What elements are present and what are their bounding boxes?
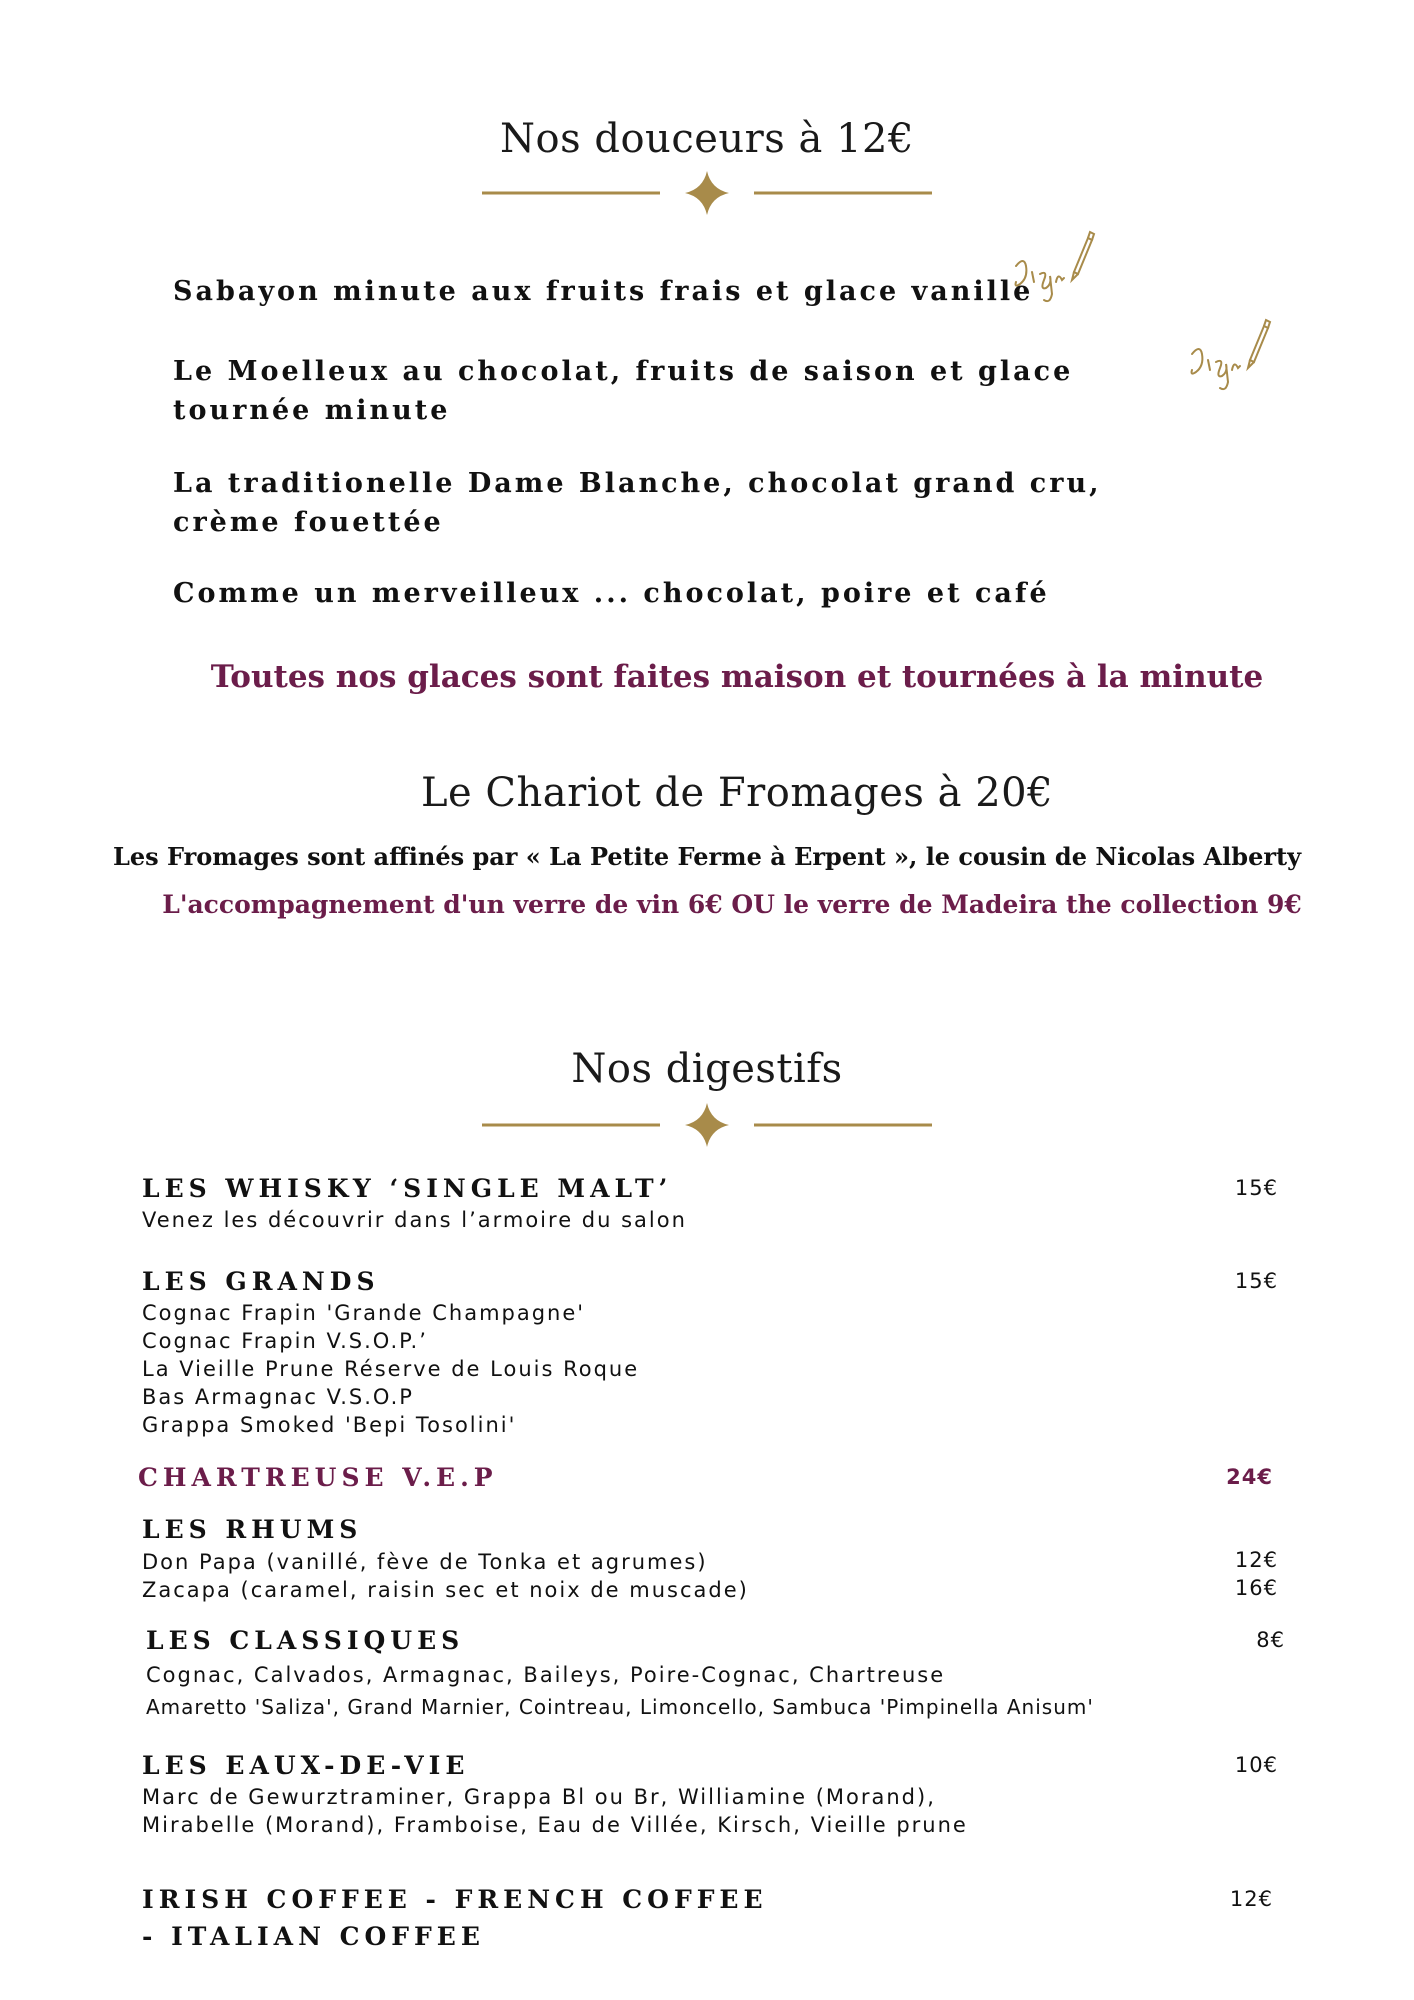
grands-line: Cognac Frapin 'Grande Champagne' — [142, 1301, 586, 1325]
cheese-affinage-line: Les Fromages sont affinés par « La Petite Ferme à Erpent », le cousin de Nicolas Alberty — [112, 842, 1302, 871]
whisky-price: 15€ — [1234, 1176, 1278, 1200]
grands-line: Grappa Smoked 'Bepi Tosolini' — [142, 1413, 517, 1437]
eaux-de-vie-line: Mirabelle (Morand), Framboise, Eau de Villée, Kirsch, Vieille prune — [142, 1813, 968, 1837]
digestifs-title: Nos digestifs — [571, 1046, 843, 1092]
rhum-don-papa: Don Papa (vanillé, fève de Tonka et agrumes) — [142, 1550, 708, 1574]
chartreuse-price: 24€ — [1226, 1465, 1273, 1489]
dessert-item-moelleux: Le Moelleux au chocolat, fruits de saison et glace tournée minute — [173, 356, 1074, 426]
grands-line: Cognac Frapin V.S.O.P.’ — [142, 1329, 428, 1353]
cheese-title: Le Chariot de Fromages à 20€ — [420, 770, 1054, 816]
eaux-de-vie-line: Marc de Gewurztraminer, Grappa Bl ou Br, Williamine (Morand), — [142, 1785, 936, 1809]
classiques-price: 8€ — [1256, 1628, 1285, 1652]
dessert-item-dame-blanche: La traditionelle Dame Blanche, chocolat grand cru, crème fouettée — [173, 468, 1102, 538]
classiques-line: Cognac, Calvados, Armagnac, Baileys, Poire-Cognac, Chartreuse — [146, 1663, 946, 1687]
rhum-don-papa-price: 12€ — [1234, 1548, 1278, 1572]
rhums-heading: LES RHUMS — [142, 1515, 363, 1544]
grands-heading: LES GRANDS — [142, 1267, 380, 1296]
grands-line: La Vieille Prune Réserve de Louis Roque — [142, 1357, 640, 1381]
ice-cream-note: Toutes nos glaces sont faites maison et tournées à la minute — [210, 659, 1264, 695]
coffees-price: 12€ — [1229, 1887, 1273, 1911]
eaux-de-vie-price: 10€ — [1234, 1753, 1278, 1777]
classiques-heading: LES CLASSIQUES — [146, 1626, 465, 1655]
rhum-zacapa-price: 16€ — [1234, 1576, 1278, 1600]
cheese-wine-pairing-line: L'accompagnement d'un verre de vin 6€ OU le verre de Madeira the collection 9€ — [162, 890, 1302, 919]
grands-price: 15€ — [1234, 1269, 1278, 1293]
signature-icon — [1012, 226, 1096, 310]
whisky-description: Venez les découvrir dans l’armoire du salon — [142, 1208, 687, 1232]
coffees-heading: IRISH COFFEE - FRENCH COFFEE — [142, 1885, 768, 1914]
grands-line: Bas Armagnac V.S.O.P — [142, 1385, 414, 1409]
desserts-title: Nos douceurs à 12€ — [500, 116, 914, 162]
dessert-item-merveilleux: Comme un merveilleux ... chocolat, poire et café — [173, 578, 1050, 609]
eaux-de-vie-heading: LES EAUX-DE-VIE — [142, 1751, 470, 1780]
dessert-item-sabayon: Sabayon minute aux fruits frais et glace vanille — [173, 276, 1034, 307]
whisky-heading: LES WHISKY ‘SINGLE MALT’ — [142, 1174, 673, 1203]
signature-icon — [1188, 314, 1272, 398]
star-divider-icon — [0, 1100, 1414, 1150]
rhum-zacapa: Zacapa (caramel, raisin sec et noix de muscade) — [142, 1578, 749, 1602]
chartreuse-heading: CHARTREUSE V.E.P — [138, 1463, 498, 1492]
classiques-line: Amaretto 'Saliza', Grand Marnier, Cointreau, Limoncello, Sambuca 'Pimpinella Anisum' — [146, 1695, 1094, 1719]
coffees-heading-continued: - ITALIAN COFFEE — [142, 1922, 485, 1951]
star-divider-icon — [0, 168, 1414, 218]
